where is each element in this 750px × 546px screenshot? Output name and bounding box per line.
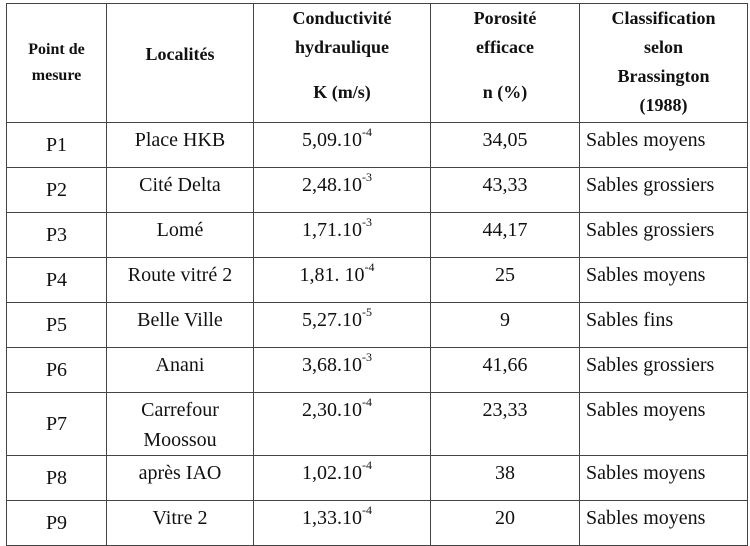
cell-porosite: 25	[431, 258, 580, 303]
k-exponent: -4	[362, 395, 372, 409]
k-exponent: -4	[362, 125, 372, 139]
cell-classification: Sables moyens	[580, 501, 748, 546]
cell-point: P5	[7, 303, 107, 348]
cell-conductivite	[254, 213, 431, 258]
header-porosite	[431, 4, 580, 123]
cell-localite: Place HKB	[107, 123, 254, 168]
k-exponent: -5	[362, 305, 372, 319]
cell-localite: Lomé	[107, 213, 254, 258]
header-classification-line4: (1988)	[639, 95, 688, 115]
k-exponent: -4	[362, 458, 372, 472]
header-porosite-line1: Porosité	[473, 8, 537, 28]
k-mantissa: 5,27.10	[302, 309, 362, 331]
k-mantissa: 2,48.10	[302, 174, 362, 196]
cell-localite: Route vitré 2	[107, 258, 254, 303]
header-porosite-line2: efficace	[476, 37, 534, 57]
cell-classification: Sables grossiers	[580, 168, 748, 213]
cell-porosite: 41,66	[431, 348, 580, 393]
k-mantissa: 1,81. 10	[299, 264, 365, 286]
k-exponent: -3	[362, 350, 372, 364]
cell-localite: Cité Delta	[107, 168, 254, 213]
cell-conductivite	[254, 393, 431, 456]
k-exponent: -4	[362, 503, 372, 517]
k-exponent: -4	[364, 260, 375, 274]
header-classification-line3: Brassington	[617, 66, 710, 86]
table-row	[7, 258, 748, 303]
table-row	[7, 303, 748, 348]
cell-classification: Sables moyens	[580, 456, 748, 501]
cell-porosite: 38	[431, 456, 580, 501]
k-mantissa: 1,33.10	[302, 507, 362, 529]
cell-conductivite	[254, 456, 431, 501]
table-row	[7, 123, 748, 168]
header-porosite-unit: n (%)	[482, 82, 528, 102]
cell-classification: Sables grossiers	[580, 348, 748, 393]
hydraulic-properties-table	[6, 3, 748, 546]
header-localites-label: Localités	[145, 44, 215, 64]
cell-conductivite	[254, 168, 431, 213]
k-mantissa: 1,02.10	[302, 462, 362, 484]
cell-porosite: 20	[431, 501, 580, 546]
table-row	[7, 393, 748, 456]
header-classification	[580, 4, 748, 123]
k-mantissa: 3,68.10	[302, 354, 362, 376]
cell-localite: Carrefour Moossou	[107, 393, 254, 456]
cell-classification: Sables moyens	[580, 258, 748, 303]
header-localites	[107, 4, 254, 123]
header-point-de-mesure	[7, 4, 107, 123]
header-point-line1: Point de	[28, 41, 85, 58]
k-mantissa: 2,30.10	[302, 399, 362, 421]
cell-localite: après IAO	[107, 456, 254, 501]
header-conductivite-line2: hydraulique	[294, 37, 390, 57]
cell-point: P2	[7, 168, 107, 213]
cell-conductivite	[254, 258, 431, 303]
cell-classification: Sables moyens	[580, 393, 748, 456]
header-classification-line1: Classification	[611, 8, 716, 28]
table-row	[7, 348, 748, 393]
table-row	[7, 168, 748, 213]
cell-point: P6	[7, 348, 107, 393]
cell-classification: Sables moyens	[580, 123, 748, 168]
cell-conductivite	[254, 303, 431, 348]
header-row	[7, 4, 748, 123]
cell-point: P7	[7, 393, 107, 456]
cell-porosite: 23,33	[431, 393, 580, 456]
cell-porosite: 34,05	[431, 123, 580, 168]
cell-conductivite	[254, 348, 431, 393]
cell-localite: Vitre 2	[107, 501, 254, 546]
header-classification-line2: selon	[643, 37, 683, 57]
header-conductivite-line1: Conductivité	[292, 8, 392, 28]
header-point-line2: mesure	[31, 67, 82, 84]
cell-porosite: 44,17	[431, 213, 580, 258]
cell-point: P4	[7, 258, 107, 303]
cell-conductivite	[254, 123, 431, 168]
cell-porosite: 43,33	[431, 168, 580, 213]
header-conductivite	[254, 4, 431, 123]
k-mantissa: 1,71.10	[302, 219, 362, 241]
k-exponent: -3	[362, 215, 372, 229]
cell-classification: Sables fins	[580, 303, 748, 348]
cell-point: P1	[7, 123, 107, 168]
cell-point: P9	[7, 501, 107, 546]
header-conductivite-unit: K (m/s)	[313, 82, 371, 102]
cell-point: P3	[7, 213, 107, 258]
table-row	[7, 456, 748, 501]
table-row	[7, 213, 748, 258]
k-mantissa: 5,09.10	[302, 129, 362, 151]
cell-porosite: 9	[431, 303, 580, 348]
cell-point: P8	[7, 456, 107, 501]
cell-classification: Sables grossiers	[580, 213, 748, 258]
cell-localite: Anani	[107, 348, 254, 393]
cell-localite: Belle Ville	[107, 303, 254, 348]
k-exponent: -3	[362, 170, 372, 184]
